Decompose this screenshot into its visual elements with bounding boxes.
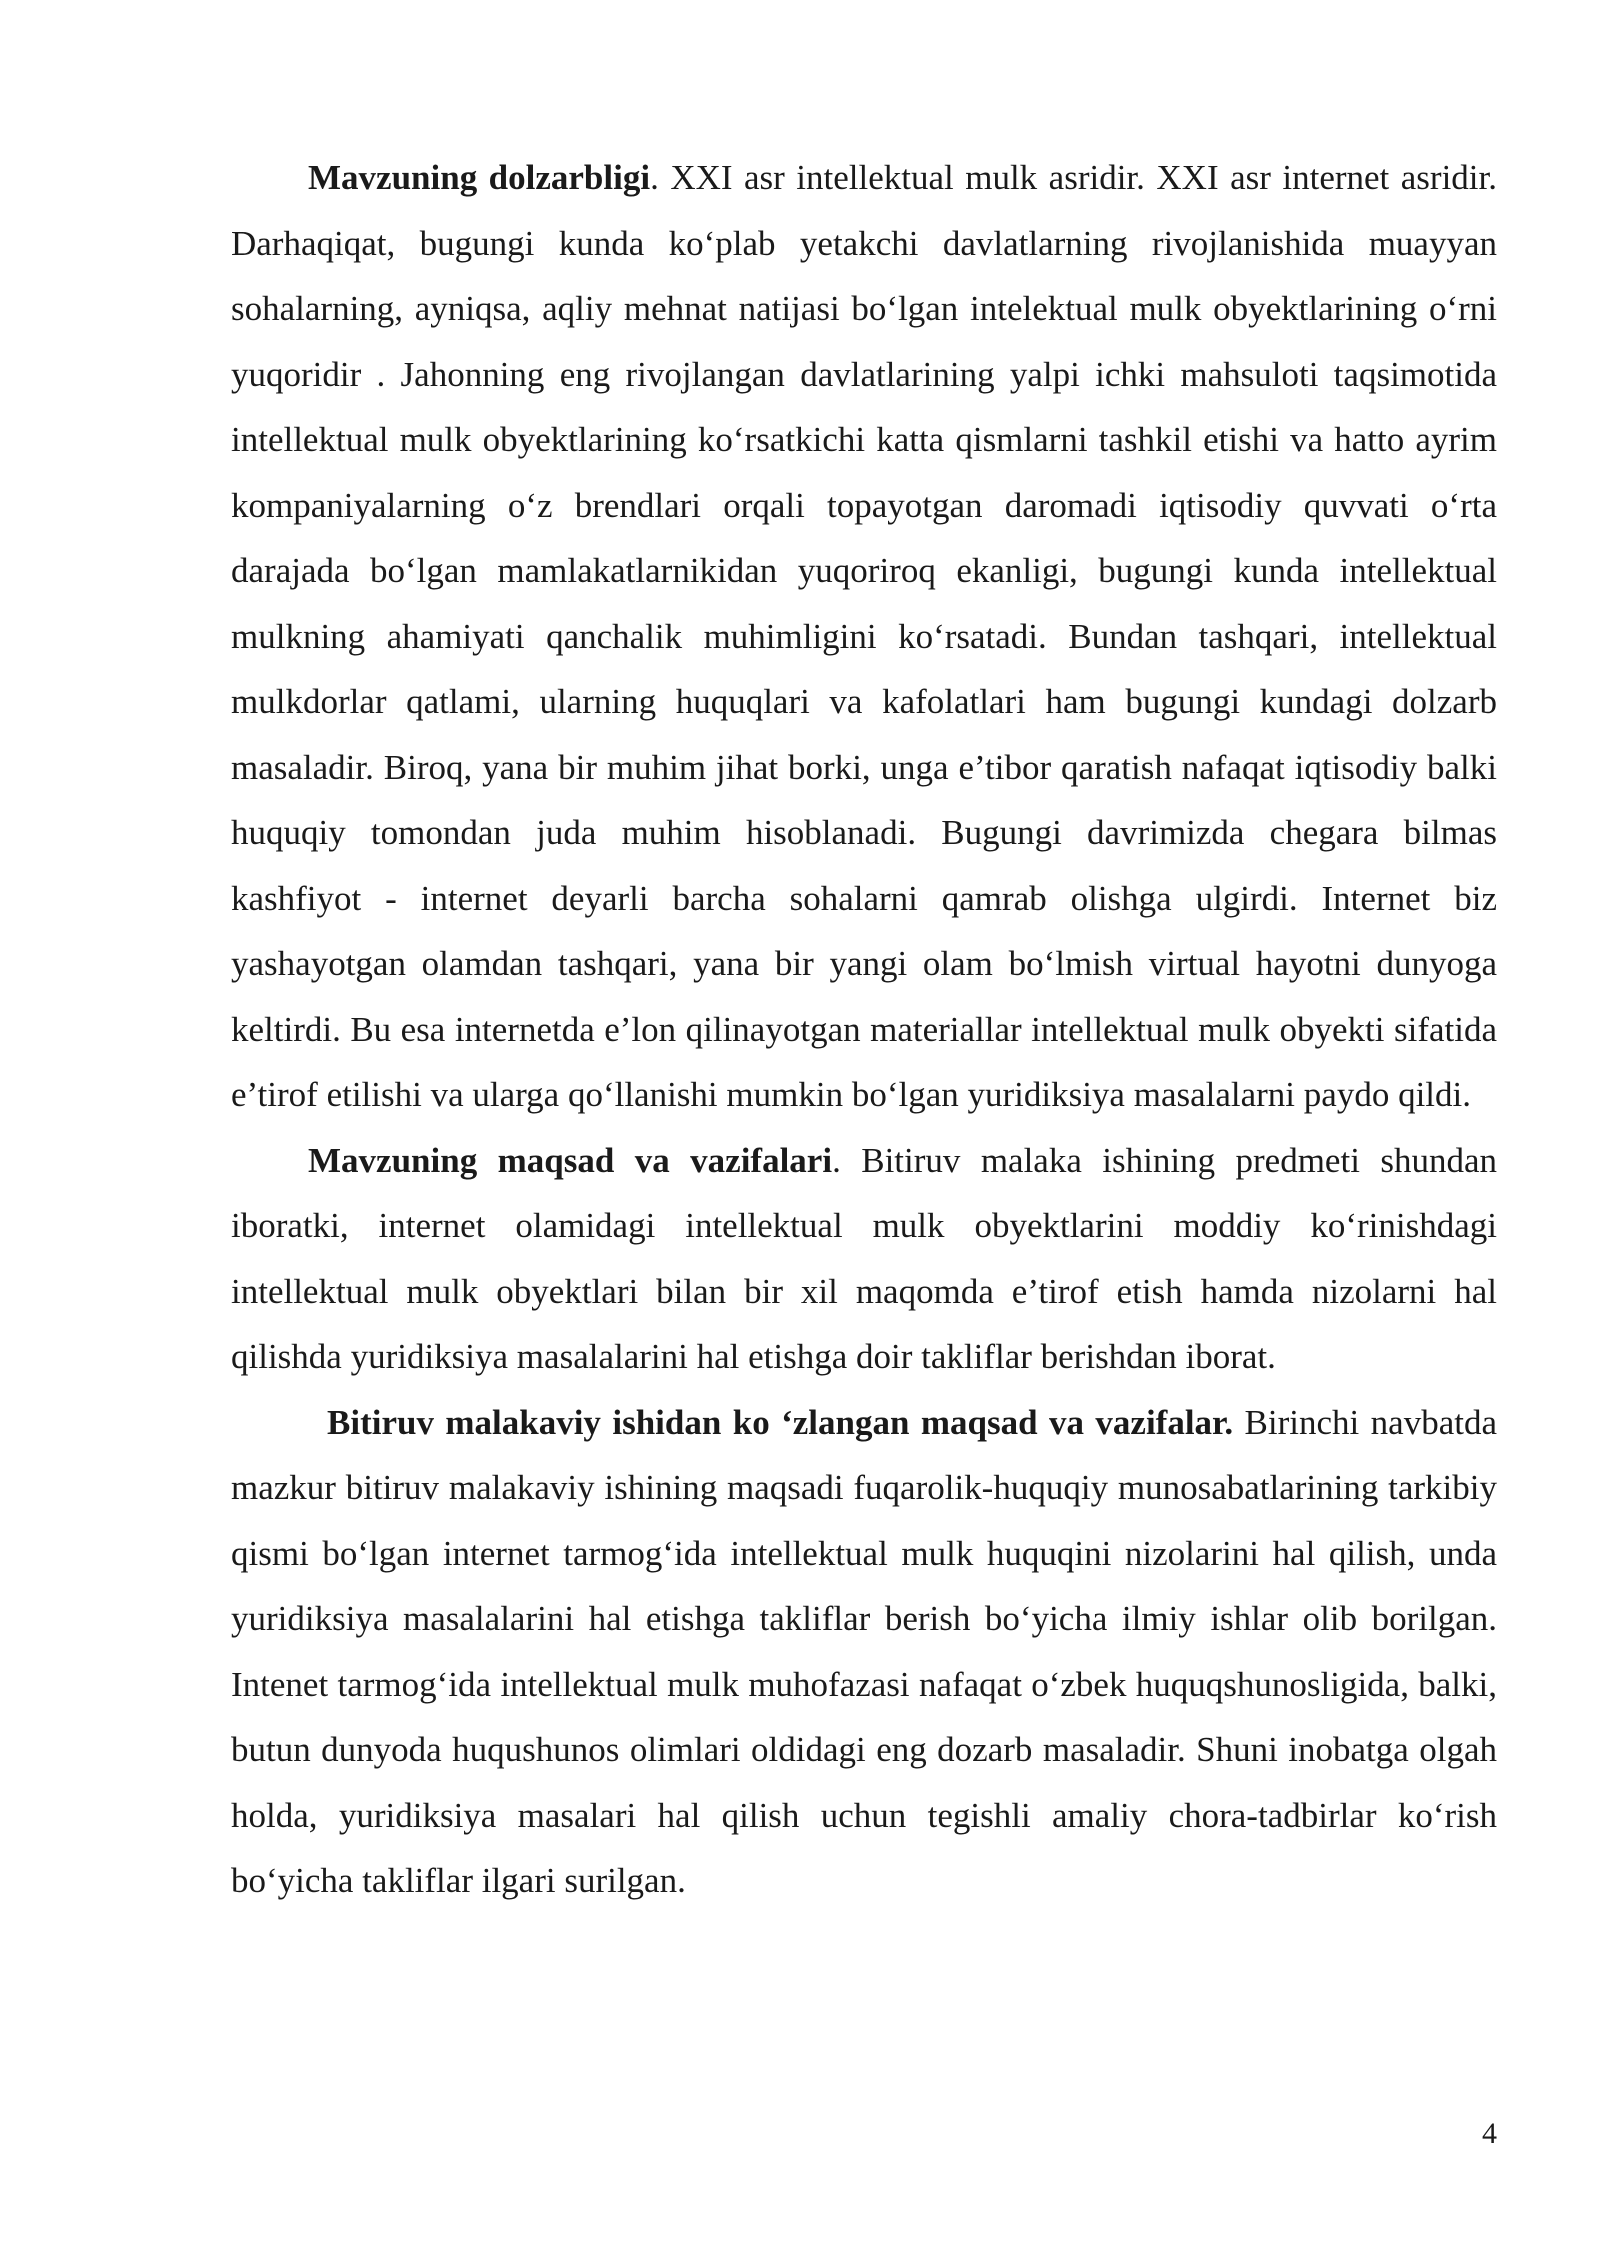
page-number: 4 <box>1482 2117 1497 2150</box>
paragraph-relevance-text: . XXI asr intellektual mulk asridir. XXI asr internet asridir. Darhaqiqat, bugungi kunda ko‘plab yetakchi davlatlarning rivojlanishida muayyan sohalarning, ayniqsa, aqliy mehnat natijasi bo‘lgan intelektual mulk obyektlarining o‘rni yuqoridir . Jahonning eng rivojlangan davlatlarining yalpi ichki mahsuloti taqsimotida intellektual mulk obyektlarining ko‘rsatkichi katta qismlarni tashkil etishi va hatto ayrim kompaniyalarning o‘z brendlari orqali topayotgan daromadi iqtisodiy quvvati o‘rta darajada bo‘lgan mamlakatlarnikidan yuqoriroq ekanligi, bugungi kunda intellektual mulkning ahamiyati qanchalik muhimligini ko‘rsatadi. Bundan tashqari, intellektual mulkdorlar qatlami, ularning huquqlari va kafolatlari ham bugungi kundagi dolzarb masaladir. Biroq, yana bir muhim jihat borki, unga e’tibor qaratish nafaqat iqtisodiy balki huquqiy tomondan juda muhim hisoblanadi. Bugungi davrimizda chegara bilmas kashfiyot - internet deyarli barcha sohalarni qamrab olishga ulgirdi. Internet biz yashayotgan olamdan tashqari, yana bir yangi olam bo‘lmish virtual hayotni dunyoga keltirdi. Bu esa internetda e’lon qilinayotgan materiallar intellektual mulk obyekti sifatida e’tirof etilishi va ularga qo‘llanishi mumkin bo‘lgan yuridiksiya masalalarni paydo qildi. <box>231 158 1497 1114</box>
paragraph-goals <box>231 1128 1497 1390</box>
paragraph-objectives-text: Birinchi navbatda mazkur bitiruv malakaviy ishining maqsadi fuqarolik-huquqiy munosabatlarining tarkibiy qismi bo‘lgan internet tarmog‘ida intellektual mulk huquqini nizolarini hal qilish, unda yuridiksiya masalalarini hal etishga takliflar berish bo‘yicha ilmiy ishlar olib borilgan. Intenet tarmog‘ida intellektual mulk muhofazasi nafaqat o‘zbek huquqshunosligida, balki, butun dunyoda huqushunos olimlari oldidagi eng dozarb masaladir. Shuni inobatga olgah holda, yuridiksiya masalari hal qilish uchun tegishli amaliy chora-tadbirlar ko‘rish bo‘yicha takliflar ilgari surilgan. <box>231 1402 1497 1900</box>
paragraph-relevance <box>231 145 1497 1128</box>
body-text <box>231 145 1497 1914</box>
heading-goals: Mavzuning maqsad va vazifalari <box>308 1140 833 1180</box>
paragraph-goals-text: . Bitiruv malaka ishining predmeti shundan iboratki, internet olamidagi intellektual mulk obyektlarini moddiy ko‘rinishdagi intellektual mulk obyektlari bilan bir xil maqomda e’tirof etish hamda nizolarni hal qilishda yuridiksiya masalalarini hal etishga doir takliflar berishdan iborat. <box>231 1140 1497 1376</box>
heading-relevance: Mavzuning dolzarbligi <box>308 158 651 197</box>
heading-objectives: Bitiruv malakaviy ishidan ko ‘zlangan maqsad va vazifalar. <box>327 1402 1234 1442</box>
paragraph-objectives <box>231 1390 1497 1914</box>
